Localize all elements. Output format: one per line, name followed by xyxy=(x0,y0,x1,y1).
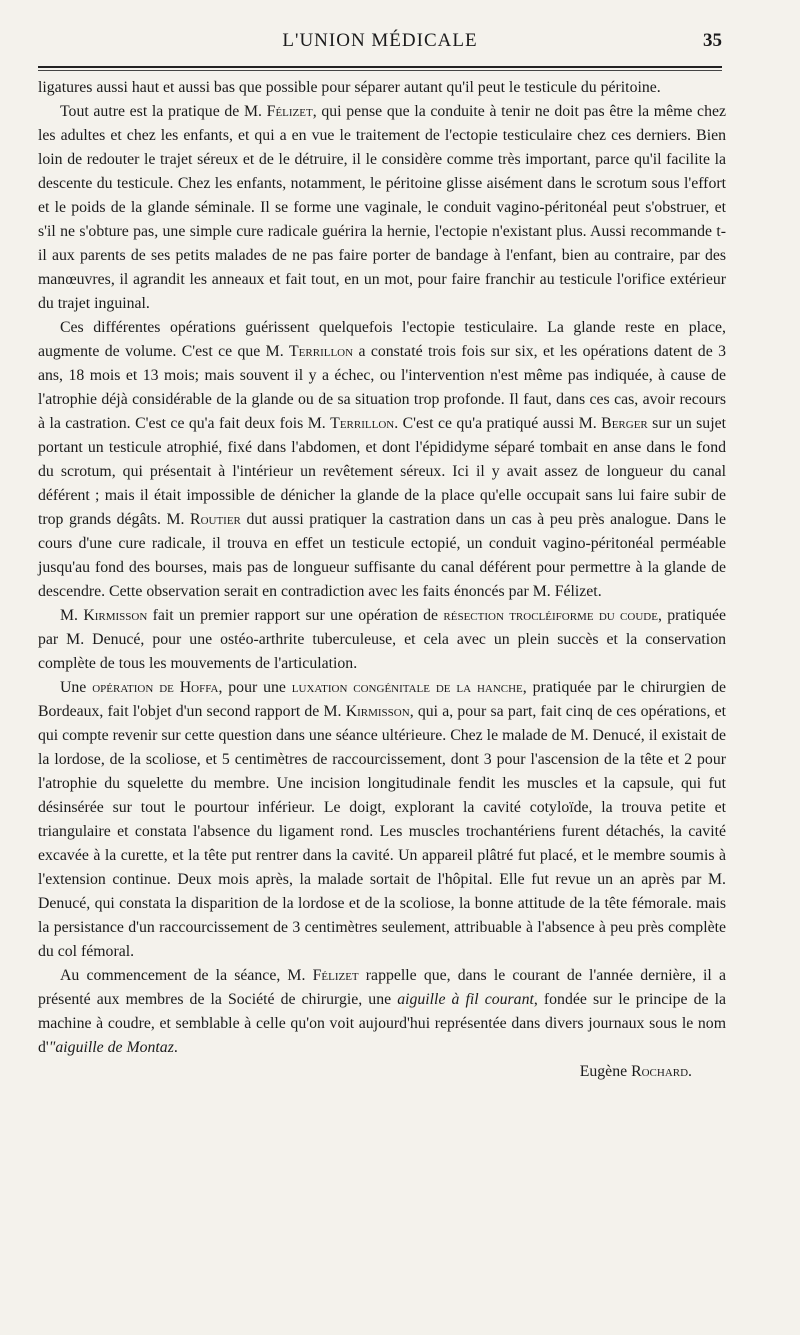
header-rule-thin xyxy=(38,70,722,71)
procedure-name: opération de Hoffa xyxy=(92,679,219,696)
running-title: L'UNION MÉDICALE xyxy=(282,30,478,51)
author-name: Berger xyxy=(601,415,648,432)
author-name: Félizet xyxy=(312,967,359,984)
author-name: Félizet xyxy=(266,103,313,120)
header-rule xyxy=(38,66,722,68)
author-name: Kirmisson xyxy=(345,703,410,720)
author-name: Routier xyxy=(190,511,241,528)
paragraph: Une opération de Hoffa, pour une luxation congénitale de la hanche, pratiquée par le chirurgien de Bordeaux, fait l'objet d'un second rapport de M. Kirmisson, qui a, pour sa part, fait cinq de ces opérations, et qui compte revenir sur cette question dans une séance ultérieure. Chez le malade de M. Denucé, il existait de la lordose, de la scoliose, et 5 centimètres de raccourcissement, dont 3 pour l'ascension de la tête et 2 pour l'atrophie du squelette du membre. Une incision longitudinale fendit les muscles et la capsule, qui fut désinsérée sur tout le pourtour inférieur. Le doigt, explorant la cavité cotyloïde, la trouva petite et triangulaire et constata l'absence du ligament rond. Les muscles trochantériens furent détachés, la cavité excavée à la curette, et la tête put rentrer dans la cavité. Un appareil plâtré fut placé, et le membre soumis à l'extension continue. Deux mois après, la malade sortait de l'hôpital. Elle fut revue un an après par M. Denucé, qui constata la disparition de la lordose et de la scoliose, la bonne attitude de la tête fémorale. mais la persistance d'un raccourcissement de 3 centimètres seulement, attribuable à l'absence à peu près complète du col fémoral. xyxy=(38,679,726,960)
author-name: Terrillon xyxy=(330,415,395,432)
condition-name: luxation congénitale de la hanche xyxy=(291,679,523,696)
author-name: Terrillon xyxy=(289,343,354,360)
paragraph: Ces différentes opérations guérissent quelquefois l'ectopie testiculaire. La glande reste en place, augmente de volume. C'est ce que M. Terrillon a constaté trois fois sur six, et les opérations datent de 3 ans, 18 mois et 13 mois; mais souvent il y a échec, ou l'intervention n'est même pas indiquée, à cause de l'atrophie déjà considérable de la glande ou de sa situation trop profonde. Il faut, dans ces cas, avoir recours à la castration. C'est ce qu'a fait deux fois M. Terrillon. C'est ce qu'a pratiqué aussi M. Berger sur un sujet portant un testicule atrophié, fixé dans l'abdomen, et dont l'épididyme séparé tombait en anse dans le fond du scrotum, qui présentait à l'intérieur un revêtement séreux. Ici il y avait assez de longueur du canal déférent ; mais il était impossible de dénicher la glande de la place qu'elle occupait sans lui faire subir de trop grands dégâts. M. Routier dut aussi pratiquer la castration dans un cas à peu près analogue. Dans le cours d'une cure radicale, il trouva en effet un testicule ectopié, un conduit vagino-péritonéal perméable jusqu'au fond des bourses, mais pas de longueur suffisante du canal déférent pour permettre à la glande de descendre. Cette observation serait en contradiction avec les faits énoncés par M. Félizet. xyxy=(38,319,726,600)
paragraph: ligatures aussi haut et aussi bas que possible pour séparer autant qu'il peut le testicule du péritoine. xyxy=(38,79,661,96)
paragraph: Au commencement de la séance, M. Félizet rappelle que, dans le courant de l'année dernière, il a présenté aux membres de la Société de chirurgie, une aiguille à fil courant, fondée sur le principe de la machine à coudre, et semblable à celle qu'on voit aujourd'hui représentée dans divers journaux sous le nom d'"aiguille de Montaz. xyxy=(38,967,726,1056)
procedure-name: résection trocléiforme du coude xyxy=(443,607,658,624)
instrument-name: aiguille à fil courant xyxy=(397,991,534,1008)
author-name: Kirmisson xyxy=(83,607,148,624)
signature: Eugène Rochard. xyxy=(579,1063,692,1080)
paragraph: Tout autre est la pratique de M. Félizet, qui pense que la conduite à tenir ne doit pas être la même chez les adultes et chez les enfants, et qui a en vue le traitement de l'ectopie testiculaire chez ces derniers. Bien loin de redouter le trajet séreux et de le détruire, il le considère comme très important, parce qu'il facilite la descente du testicule. Chez les enfants, notamment, le péritoine glisse aisément dans le scrotum sous l'effort et le poids de la glande séminale. Il se forme une vaginale, le conduit vagino-péritonéal peut s'obstruer, et s'il ne s'obture pas, une simple cure radicale guérira la hernie, l'ectopie n'existant plus. Aussi recommande t-il aux parents de ses petits malades de ne pas faire porter de bandage à l'enfant, bien au contraire, par des manœuvres, il agrandit les anneaux et fait tout, en un mot, pour faire franchir au testicule l'orifice extérieur du trajet inguinal. xyxy=(38,103,726,312)
article-body xyxy=(38,76,726,1084)
page-number: 35 xyxy=(703,30,722,51)
instrument-name: "aiguille de Montaz xyxy=(48,1039,174,1056)
page-header xyxy=(38,30,722,56)
paragraph: M. Kirmisson fait un premier rapport sur une opération de résection trocléiforme du coude, pratiquée par M. Denucé, pour une ostéo-arthrite tuberculeuse, et cela avec un plein succès et la conservation complète de tous les mouvements de l'articulation. xyxy=(38,607,726,672)
